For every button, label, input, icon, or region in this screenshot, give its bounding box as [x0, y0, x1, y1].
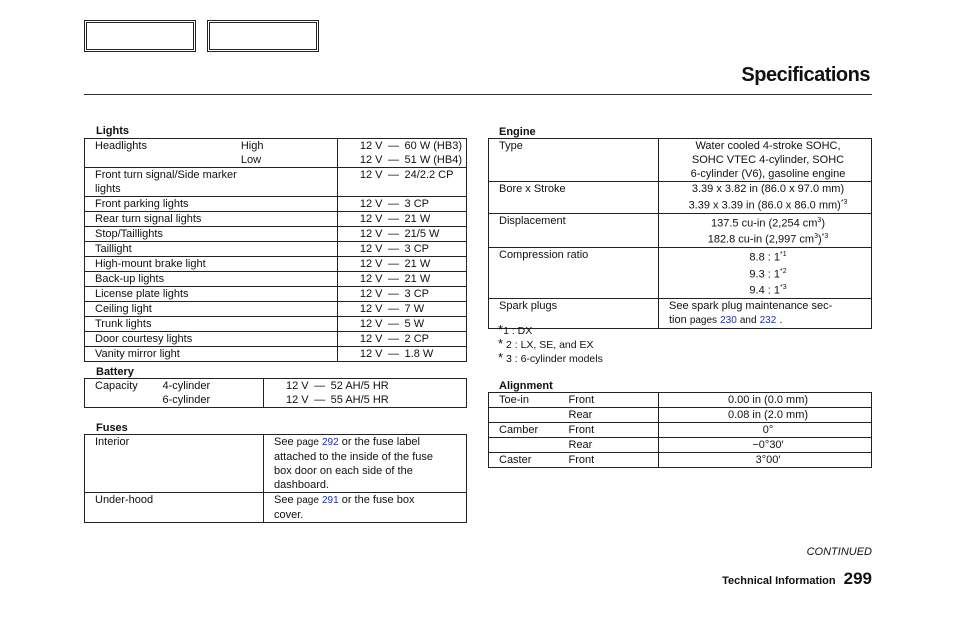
battery-rating: 55 AH/5 HR — [330, 394, 389, 406]
nav-tab-1[interactable] — [84, 20, 196, 52]
lights-voltage: 12 V — [359, 318, 383, 330]
fuse-interior-page-word: page — [296, 437, 319, 448]
lights-value — [337, 302, 466, 317]
engine-type-line3: 6-cylinder (V6), gasoline engine — [690, 168, 846, 180]
dash-separator: — — [388, 333, 400, 345]
lights-row — [85, 139, 467, 154]
lights-label: Rear turn signal lights — [85, 212, 241, 227]
nav-tab-2[interactable] — [207, 20, 319, 52]
alignment-value: 0.00 in (0.0 mm) — [659, 393, 872, 408]
fuse-underhood-page-word: page — [296, 495, 319, 506]
battery-row — [85, 393, 467, 408]
engine-comp-line1: 8.8 : 1 — [749, 251, 780, 264]
engine-disp-line1-exp: 3 — [817, 216, 822, 224]
dash-separator: — — [388, 198, 400, 210]
battery-heading: Battery — [96, 366, 134, 378]
dash-separator: — — [388, 213, 400, 225]
lights-rating: 2 CP — [404, 333, 429, 345]
alignment-row — [489, 423, 872, 438]
alignment-label — [489, 408, 569, 423]
engine-table — [488, 138, 872, 329]
footnote-1-star: * — [498, 322, 504, 337]
lights-sub — [241, 242, 338, 257]
lights-voltage: 12 V — [359, 213, 383, 225]
lights-value — [337, 182, 466, 197]
dash-separator: — — [388, 288, 400, 300]
fuse-underhood-post: or the fuse box — [341, 494, 415, 506]
lights-row — [85, 257, 467, 272]
engine-disp-line2-exp: 3 — [814, 233, 818, 241]
engine-type-line1: Water cooled 4-stroke SOHC, — [695, 140, 841, 152]
lights-value — [337, 242, 466, 257]
lights-rating: 3 CP — [404, 288, 429, 300]
engine-spark-pages-word: pages — [689, 314, 718, 326]
lights-label: Taillight — [85, 242, 241, 257]
lights-row — [85, 197, 467, 212]
lights-row — [85, 287, 467, 302]
dash-separator: — — [314, 380, 326, 392]
engine-disp-line1: 137.5 cu-in (2,254 cm — [711, 217, 818, 230]
alignment-sub: Rear — [569, 408, 659, 423]
lights-sub: Low — [241, 153, 338, 168]
fuse-interior-pre: See — [274, 436, 294, 448]
alignment-heading: Alignment — [499, 380, 553, 392]
fuses-table — [84, 434, 467, 523]
dash-separator: — — [388, 140, 400, 152]
fuse-underhood-line2: cover. — [274, 509, 304, 521]
alignment-row — [489, 393, 872, 408]
lights-label: License plate lights — [85, 287, 241, 302]
lights-rating: 5 W — [404, 318, 425, 330]
lights-value — [337, 347, 466, 362]
engine-disp-note: *3 — [821, 233, 829, 241]
lights-row — [85, 302, 467, 317]
lights-voltage: 12 V — [359, 154, 383, 166]
lights-row — [85, 168, 467, 183]
lights-sub: High — [240, 140, 264, 152]
dash-separator: — — [388, 154, 400, 166]
lights-rating: 24/2.2 CP — [404, 169, 454, 181]
lights-label: Vanity mirror light — [95, 348, 180, 360]
engine-comp-note1: *1 — [779, 250, 787, 258]
lights-sub — [241, 227, 338, 242]
dash-separator: — — [388, 258, 400, 270]
battery-label — [85, 393, 163, 408]
battery-voltage: 12 V — [286, 380, 309, 392]
lights-sub — [241, 168, 338, 183]
fuse-underhood-label: Under-hood — [95, 494, 154, 506]
lights-voltage: 12 V — [359, 243, 383, 255]
engine-bore-line2: 3.39 x 3.39 in (86.0 x 86.0 mm) — [688, 199, 841, 212]
page-number: 299 — [843, 569, 872, 588]
engine-type-label: Type — [489, 139, 659, 182]
engine-comp-line2: 9.3 : 1 — [749, 268, 780, 281]
lights-value — [337, 272, 466, 287]
footnote-3 — [498, 350, 603, 365]
alignment-value: −0°30′ — [659, 438, 872, 453]
lights-rating: 60 W (HB3) — [404, 140, 462, 152]
lights-rating: 1.8 W — [404, 348, 434, 360]
engine-disp-label: Displacement — [489, 213, 659, 247]
battery-row — [85, 379, 467, 394]
engine-spark-line2: tion — [669, 313, 687, 326]
lights-sub — [241, 212, 338, 227]
footnote-2-text: 2 : LX, SE, and EX — [505, 339, 594, 351]
alignment-sub: Front — [568, 454, 595, 466]
battery-voltage: 12 V — [286, 394, 309, 406]
alignment-sub: Rear — [569, 438, 659, 453]
lights-row — [85, 332, 467, 347]
alignment-row — [489, 438, 872, 453]
engine-disp-line2: 182.8 cu-in (2,997 cm — [707, 233, 815, 246]
engine-disp-line1-close: ) — [821, 217, 825, 230]
lights-sub — [241, 257, 338, 272]
lights-row — [85, 153, 467, 168]
lights-value — [337, 257, 466, 272]
lights-heading: Lights — [96, 125, 129, 137]
battery-value — [264, 379, 467, 394]
lights-voltage: 12 V — [359, 273, 383, 285]
lights-voltage: 12 V — [359, 333, 383, 345]
fuse-underhood-pre: See — [274, 494, 294, 506]
battery-sub: 6-cylinder — [162, 394, 211, 406]
engine-bore-line1: 3.39 x 3.82 in (86.0 x 97.0 mm) — [691, 183, 845, 195]
lights-value — [337, 168, 466, 183]
lights-rating: 3 CP — [404, 243, 429, 255]
lights-label: Front parking lights — [85, 197, 241, 212]
alignment-label — [489, 438, 569, 453]
dash-separator: — — [388, 169, 400, 181]
footer-section: Technical Information — [722, 575, 836, 587]
battery-value — [264, 393, 467, 408]
engine-comp-line3: 9.4 : 1 — [749, 284, 780, 297]
lights-label: Ceiling light — [85, 302, 241, 317]
alignment-row — [489, 453, 872, 468]
battery-rating: 52 AH/5 HR — [330, 380, 389, 392]
engine-spark-end: . — [779, 313, 783, 326]
alignment-label: Camber — [489, 423, 569, 438]
lights-sub — [241, 182, 338, 197]
alignment-sub: Front — [569, 393, 659, 408]
fuse-interior-label: Interior — [85, 435, 264, 493]
engine-heading: Engine — [499, 126, 536, 138]
lights-row — [85, 317, 467, 332]
lights-voltage: 12 V — [359, 258, 383, 270]
lights-sub — [241, 347, 338, 362]
battery-label: Capacity — [95, 380, 138, 392]
lights-label: Headlights — [95, 140, 147, 152]
engine-comp-label: Compression ratio — [489, 247, 659, 298]
lights-row — [85, 182, 467, 197]
engine-comp-note2: *2 — [779, 267, 787, 275]
footnote-1 — [498, 322, 532, 337]
engine-spark-and: and — [739, 314, 757, 326]
lights-table — [84, 138, 467, 362]
dash-separator: — — [388, 273, 400, 285]
lights-label: Stop/Taillights — [85, 227, 241, 242]
fuse-interior-line2: attached to the inside of the fuse — [274, 451, 434, 463]
lights-value — [337, 317, 466, 332]
lights-voltage: 12 V — [359, 348, 383, 360]
alignment-value: 3°00′ — [659, 453, 872, 468]
engine-disp-line2-close: ) — [818, 233, 822, 246]
lights-row — [85, 242, 467, 257]
lights-voltage: 12 V — [359, 140, 383, 152]
battery-sub: 4-cylinder — [162, 380, 211, 392]
engine-spark-line1: See spark plug maintenance sec- — [669, 299, 833, 312]
fuse-interior-post: or the fuse label — [341, 436, 420, 448]
alignment-label: Caster — [499, 454, 532, 466]
lights-sub — [241, 317, 338, 332]
lights-label: Front turn signal/Side marker — [95, 169, 237, 181]
battery-table — [84, 378, 467, 408]
lights-voltage: 12 V — [359, 288, 383, 300]
lights-row — [85, 212, 467, 227]
lights-voltage: 12 V — [359, 228, 383, 240]
engine-bore-label: Bore x Stroke — [489, 182, 659, 214]
alignment-value: 0° — [659, 423, 872, 438]
lights-label: lights — [85, 182, 241, 197]
lights-label: Door courtesy lights — [85, 332, 241, 347]
lights-rating: 21 W — [404, 213, 431, 225]
alignment-sub: Front — [569, 423, 659, 438]
lights-rating: 21/5 W — [404, 228, 440, 240]
engine-spark-page-link-2[interactable]: 232 — [759, 314, 777, 326]
lights-rating: 3 CP — [404, 198, 429, 210]
engine-spark-page-link-1[interactable]: 230 — [720, 314, 737, 326]
dash-separator: — — [388, 243, 400, 255]
continued-label: CONTINUED — [806, 546, 872, 558]
alignment-row — [489, 408, 872, 423]
header-divider — [84, 94, 872, 95]
lights-row — [85, 272, 467, 287]
dash-separator: — — [388, 318, 400, 330]
footnote-1-text: 1 : DX — [503, 325, 533, 337]
engine-spark-label: Spark plugs — [499, 299, 558, 312]
lights-value — [337, 332, 466, 347]
lights-rating: 7 W — [404, 303, 425, 315]
footnote-3-text: 3 : 6-cylinder models — [505, 353, 603, 365]
fuse-interior-line4: dashboard. — [274, 479, 330, 491]
lights-label — [85, 153, 241, 168]
lights-sub — [241, 197, 338, 212]
alignment-table — [488, 392, 872, 468]
lights-row — [85, 347, 467, 362]
lights-value — [337, 197, 466, 212]
footnote-2 — [498, 336, 594, 351]
lights-label: Back-up lights — [85, 272, 241, 287]
lights-value — [337, 153, 466, 168]
dash-separator: — — [388, 303, 400, 315]
fuse-interior-page-link[interactable]: 292 — [321, 437, 339, 448]
engine-bore-note: *3 — [840, 199, 848, 206]
lights-row — [85, 227, 467, 242]
engine-comp-note3: *3 — [779, 284, 787, 292]
engine-type-line2: SOHC VTEC 4-cylinder, SOHC — [691, 154, 845, 166]
lights-value — [337, 227, 466, 242]
page-footer — [722, 569, 872, 589]
lights-sub — [241, 287, 338, 302]
dash-separator: — — [388, 228, 400, 240]
footnote-2-star: * — [498, 336, 504, 351]
lights-rating: 21 W — [404, 258, 431, 270]
page-title: Specifications — [741, 64, 870, 86]
lights-label: High-mount brake light — [85, 257, 241, 272]
lights-value — [337, 212, 466, 227]
fuse-interior-line3: box door on each side of the — [274, 465, 413, 477]
lights-rating: 51 W (HB4) — [404, 154, 462, 166]
alignment-value: 0.08 in (2.0 mm) — [659, 408, 872, 423]
footnote-3-star: * — [498, 350, 504, 365]
lights-voltage: 12 V — [359, 169, 383, 181]
lights-sub — [241, 332, 338, 347]
lights-voltage: 12 V — [359, 198, 383, 210]
lights-label: Trunk lights — [85, 317, 241, 332]
lights-value — [337, 287, 466, 302]
alignment-label: Toe-in — [489, 393, 569, 408]
dash-separator: — — [314, 394, 326, 406]
fuse-underhood-page-link[interactable]: 291 — [321, 495, 339, 506]
lights-value — [337, 139, 466, 154]
lights-rating: 21 W — [404, 273, 431, 285]
dash-separator: — — [388, 348, 400, 360]
fuses-heading: Fuses — [96, 422, 128, 434]
lights-voltage: 12 V — [359, 303, 383, 315]
lights-sub — [241, 272, 338, 287]
lights-sub — [241, 302, 338, 317]
